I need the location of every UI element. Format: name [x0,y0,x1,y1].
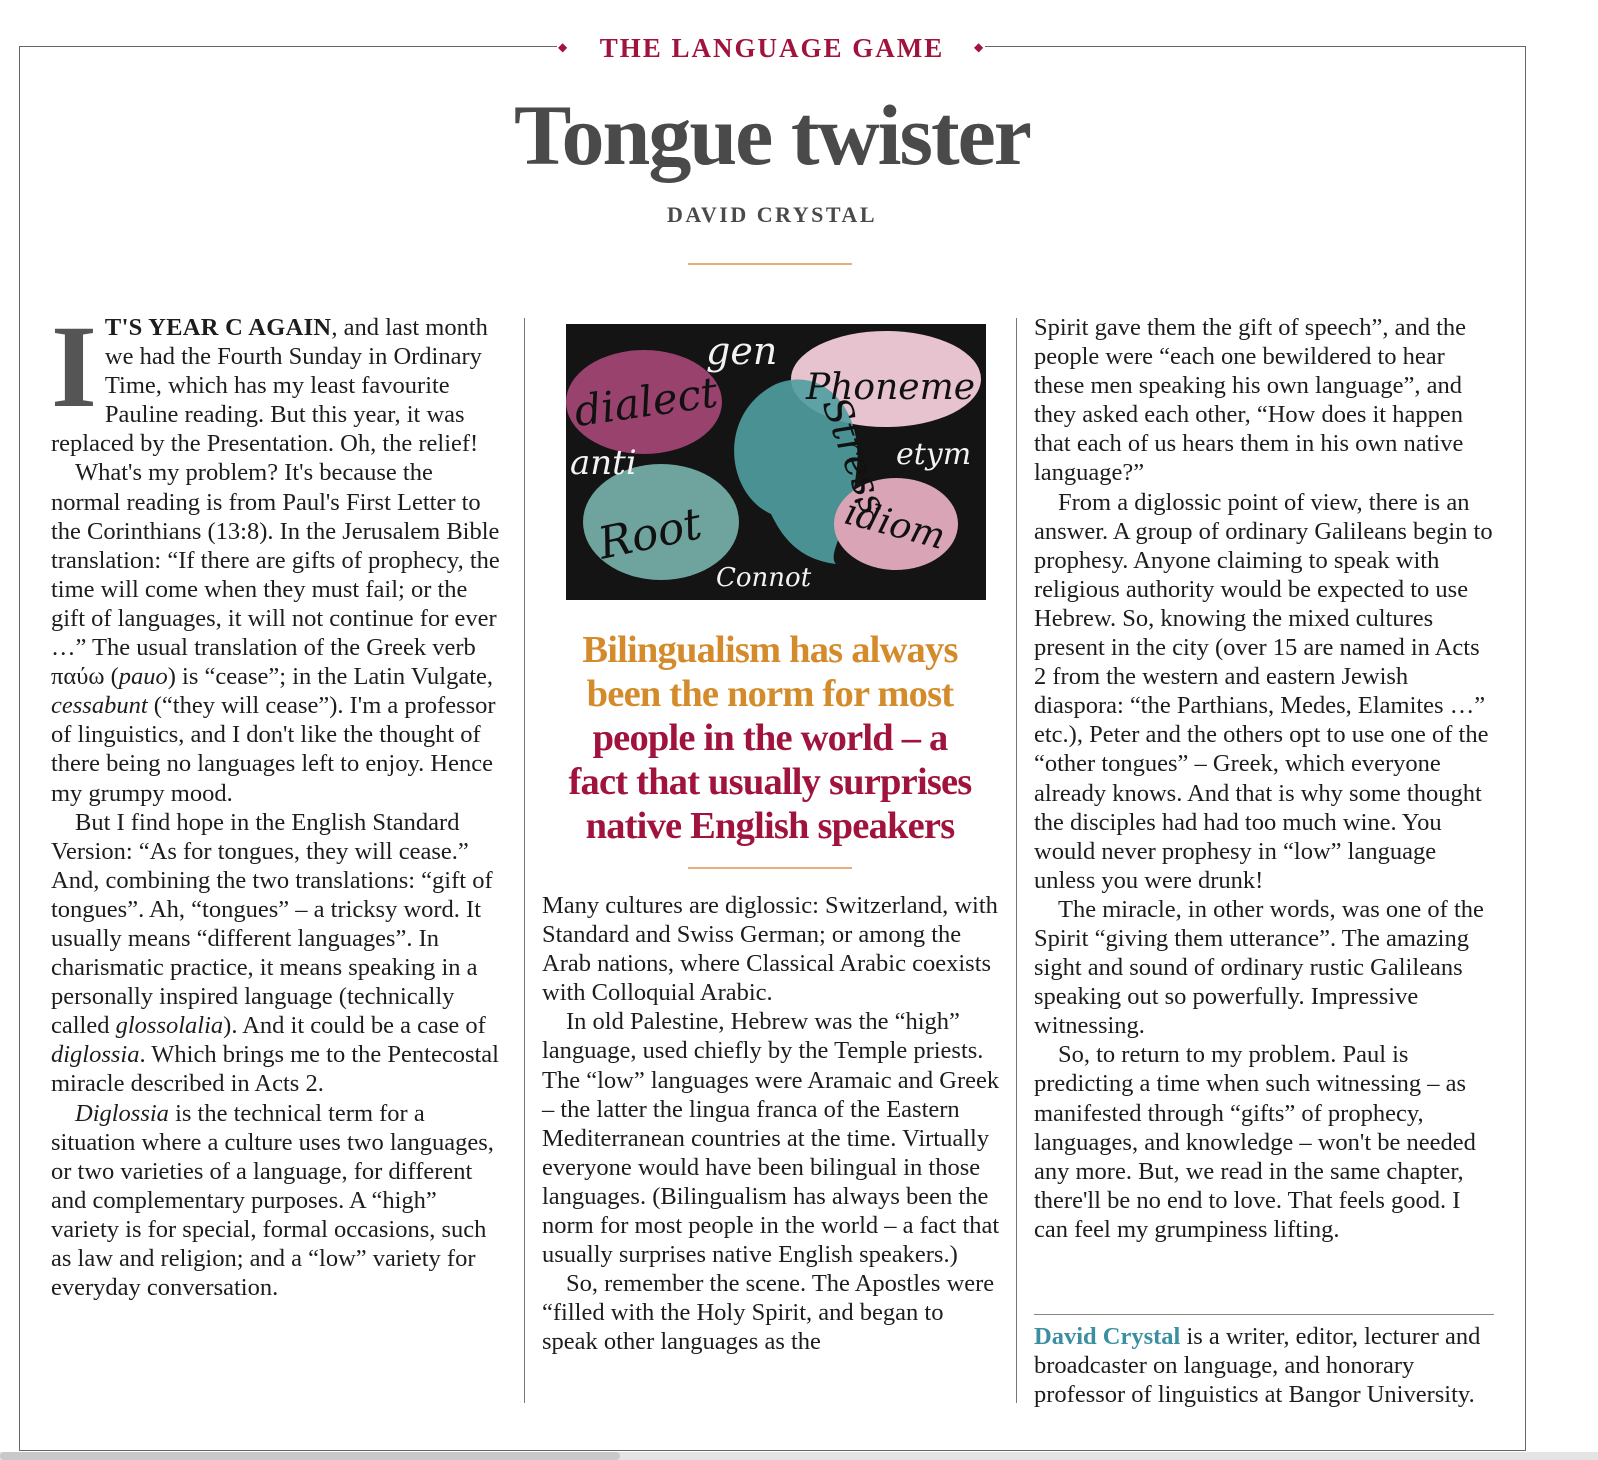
author-bio-text: is a writer, editor, lecturer and broadcaster on language, and honorary professor of linguistics at Bangor University. [1034,1323,1481,1409]
paragraph: Spirit gave them the gift of speech”, and the people were “each one bewildered to hear these men speaking his own language”, and they asked each other, “How does it happen that each of us hears them in his own native language?” [1034,314,1467,487]
horizontal-scrollbar[interactable] [0,1452,1598,1460]
article-column-2 [542,891,1000,1357]
paragraph-text: . Which brings me to the Pentecostal miracle described in Acts 2. [51,1041,499,1098]
paragraph-text: But I find hope in the English Standard Version: “As for tongues, they will cease.” And, combining the two translations: “gift of tongues”. Ah, “tongues” – a tricksy word. It usually means “different languages”. In charismatic practice, it means speaking in a personally inspired language (technically called [51,808,493,1040]
pull-quote [540,628,1000,848]
pull-quote-line: native English speakers [585,805,955,847]
article-column-1 [51,301,506,1302]
italic-term: Diglossia [75,1099,169,1127]
page-title: Tongue twister [514,87,1030,183]
word-root: Root [593,498,707,570]
italic-term: cessabunt [51,692,148,720]
speech-bubbles-illustration [566,324,986,600]
column-rule-left [524,318,525,1403]
paragraph: So, remember the scene. The Apostles were “filled with the Holy Spirit, and began to speak other languages as the [542,1270,995,1356]
paragraph-text: (“they will cease”). I'm a professor of linguistics, and I don't like the thought of there being no languages left to enjoy. Hence my grumpy mood. [51,692,496,807]
paragraph: So, to return to my problem. Paul is predicting a time when such witnessing – as manifested through “gifts” of prophecy, languages, and knowledge – won't be needed any more. But, we read in the same chapter, there'll be no end to love. That feels good. I can feel my grumpiness lifting. [1034,1041,1476,1243]
italic-term: diglossia [51,1041,140,1069]
paragraph [51,808,506,1099]
article-column-3 [1034,313,1494,1244]
word-dialect: dialect [571,367,721,436]
paragraph-text: is the technical term for a situation where a culture uses two languages, or two varieties of a language, for different and complementary purposes. A “high” variety is for special, formal occasions, such as law and religion; and a “low” variety for everyday conversation. [51,1099,494,1302]
word-gen: gen [706,329,778,373]
paragraph-text: ). And it could be a case of [223,1012,486,1040]
pull-quote-line: people in the world – a [592,717,948,759]
paragraph-text: , and last month we had the Fourth Sunday in Ordinary Time, which has my least favourite Pauline reading. But this year, it was replaced by the Presentation. Oh, the relief! [51,314,488,458]
paragraph: From a diglossic point of view, there is an answer. A group of ordinary Galileans begin to prophesy. Anyone claiming to speak with religious authority would be expected to use Hebrew. So, knowing the mixed cultures present in the city (over 15 are named in Acts 2 from the western and eastern Jewish diaspora: “the Parthians, Medes, Elamites …” etc.), Peter and the others opt to use one of the “other tongues” – Greek, which everyone already knows. And that is why some thought the disciples had had too much wine. You would never prophesy in “low” language unless you were drunk! [1034,488,1493,894]
paragraph [51,301,506,458]
word-anti: anti [570,443,637,483]
drop-cap: I [51,301,97,432]
run-in-lead: T'S YEAR C AGAIN [104,314,332,341]
italic-term: glossolalia [115,1012,224,1040]
pull-quote-divider [688,867,852,869]
paragraph-text: What's my problem? It's because the normal reading is from Paul's First Letter to the Corinthians (13:8). In the Jerusalem Bible translation: “If there are gifts of prophecy, the time will come when they must fail; or the gift of languages, it will not continue for ever …” The usual translation of the Greek verb παύω ( [51,459,500,691]
paragraph-text: ) is “cease”; in the Latin Vulgate, [167,663,494,691]
pull-quote-line: Bilingualism has always [582,629,958,671]
word-stress: Stress [813,391,897,520]
word-connot: Connot [716,563,812,593]
pull-quote-line: fact that usually surprises [568,761,972,803]
diamond-ornament-right: ◆ [974,40,984,54]
paragraph: The miracle, in other words, was one of the Spirit “giving them utterance”. The amazing sight and sound of ordinary rustic Galileans speaking out so powerfully. Impressive witnessing. [1034,895,1484,1040]
bio-divider [1034,1314,1494,1315]
word-idiom: idiom [840,491,950,558]
paragraph: Many cultures are diglossic: Switzerland, with Standard and Swiss German; or among the Arab nations, where Classical Arabic coexists with Colloquial Arabic. [542,892,998,1007]
column-rule-right [1016,318,1017,1403]
paragraph: In old Palestine, Hebrew was the “high” language, used chiefly by the Temple priests. The “low” languages were Aramaic and Greek – the latter the lingua franca of the Eastern Mediterranean countries at the time. Virtually everyone would have been bilingual in those languages. (Bilingualism has always been the norm for most people in the world – a fact that usually surprises native English speakers.) [542,1008,1000,1269]
paragraph [51,458,506,807]
pull-quote-line: been the norm for most [586,673,954,715]
title-divider [688,263,852,265]
word-etym: etym [896,437,972,472]
paragraph [51,1099,506,1303]
byline: DAVID CRYSTAL [666,202,877,227]
italic-term: pauo [118,663,168,691]
diamond-ornament-left: ◆ [558,40,568,54]
word-phoneme: Phoneme [806,367,976,408]
author-name: David Crystal [1034,1323,1181,1350]
section-label: THE LANGUAGE GAME [0,33,1544,64]
author-bio [1034,1322,1494,1409]
scrollbar-thumb[interactable] [0,1452,620,1460]
